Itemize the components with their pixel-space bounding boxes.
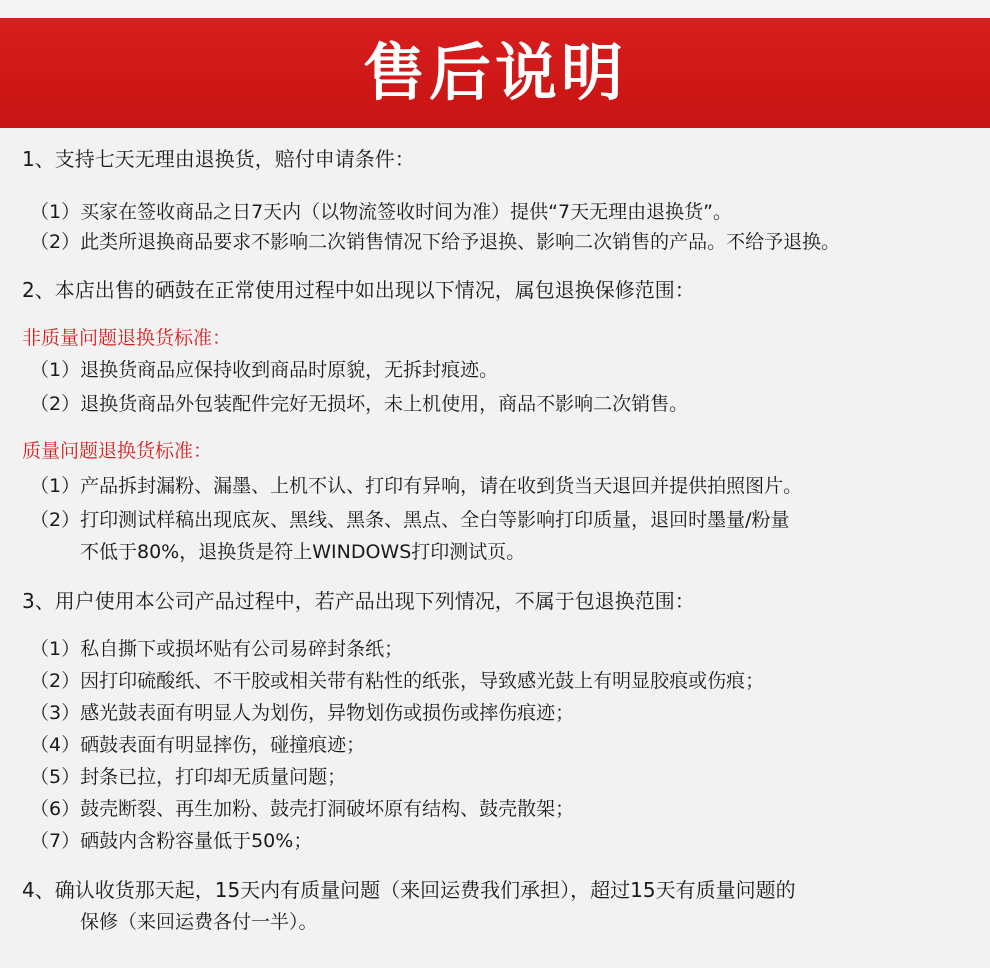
- top-strip: [0, 0, 990, 18]
- section-1-title: 1、支持七天无理由退换货，赔付申请条件：: [22, 147, 415, 171]
- section-2-title: 2、本店出售的硒鼓在正常使用过程中如出现以下情况，属包退换保修范围：: [22, 278, 695, 302]
- quality-item-2-line-2: 不低于80%，退换货是符上WINDOWS打印测试页。: [80, 541, 526, 563]
- quality-standard-title: 质量问题退换货标准：: [22, 440, 213, 462]
- section-3-item-1: （1）私自撕下或损坏贴有公司易碎封条纸；: [30, 638, 404, 660]
- non-quality-item-2: （2）退换货商品外包装配件完好无损坏，未上机使用，商品不影响二次销售。: [30, 393, 689, 415]
- section-3-item-7: （7）硒鼓内含粉容量低于50%；: [30, 830, 313, 852]
- section-1-item-2: （2）此类所退换商品要求不影响二次销售情况下给予退换、影响二次销售的产品。不给予退换。: [30, 231, 841, 253]
- non-quality-item-1: （1）退换货商品应保持收到商品时原貌，无拆封痕迹。: [30, 359, 499, 381]
- quality-item-1: （1）产品拆封漏粉、漏墨、上机不认、打印有异响，请在收到货当天退回并提供拍照图片。: [30, 475, 803, 497]
- section-3-item-3: （3）感光鼓表面有明显人为划伤，异物划伤或损伤或摔伤痕迹；: [30, 702, 575, 724]
- after-sales-content: [0, 128, 990, 968]
- section-3-item-5: （5）封条已拉，打印却无质量问题；: [30, 766, 347, 788]
- section-3-item-6: （6）鼓壳断裂、再生加粉、鼓壳打洞破坏原有结构、鼓壳散架；: [30, 798, 575, 820]
- page-title: 售后说明: [362, 36, 627, 109]
- quality-item-2-line-1: （2）打印测试样稿出现底灰、黑线、黑条、黑点、全白等影响打印质量，退回时墨量/粉量: [30, 509, 790, 531]
- non-quality-standard-title: 非质量问题退换货标准：: [22, 327, 232, 349]
- header-banner: [0, 18, 990, 128]
- section-4-line-1: 4、确认收货那天起，15天内有质量问题（来回运费我们承担），超过15天有质量问题的: [22, 878, 796, 902]
- section-3-item-2: （2）因打印硫酸纸、不干胶或相关带有粘性的纸张，导致感光鼓上有明显胶痕或伤痕；: [30, 670, 765, 692]
- section-1-item-1: （1）买家在签收商品之日7天内（以物流签收时间为准）提供“7天无理由退换货”。: [30, 201, 732, 223]
- section-4-line-2: 保修（来回运费各付一半）。: [80, 911, 318, 933]
- section-3-item-4: （4）硒鼓表面有明显摔伤，碰撞痕迹；: [30, 734, 366, 756]
- section-3-title: 3、用户使用本公司产品过程中，若产品出现下列情况，不属于包退换范围：: [22, 589, 695, 613]
